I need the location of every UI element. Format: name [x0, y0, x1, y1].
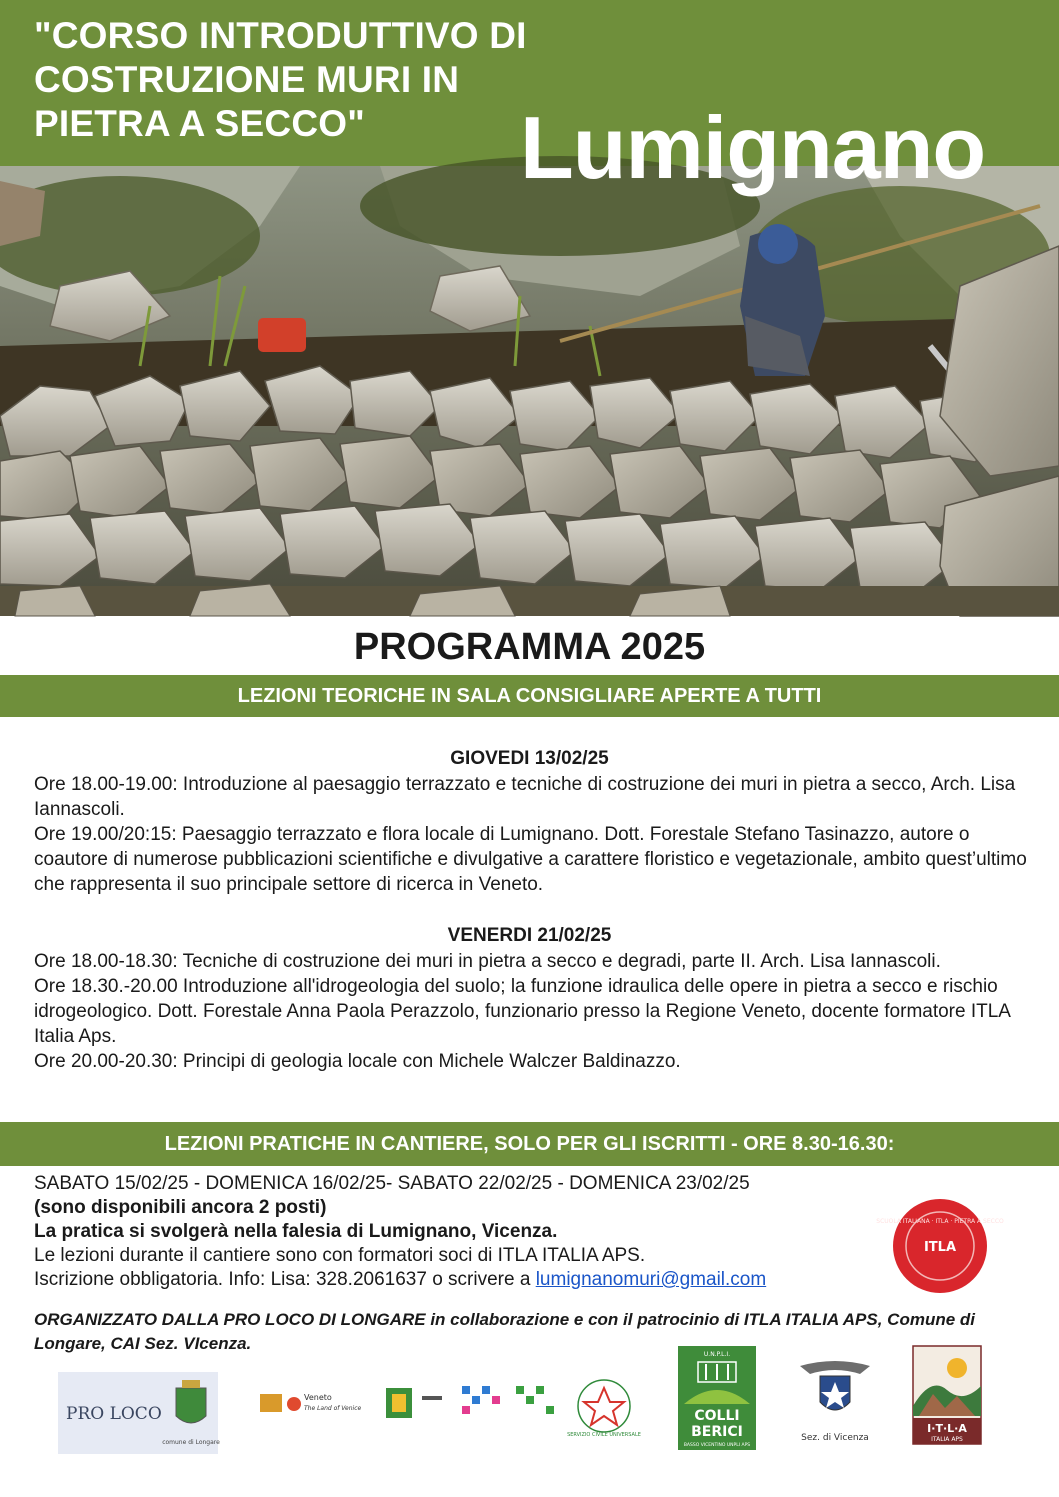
svg-text:The Land of Venice: The Land of Venice	[304, 1405, 362, 1412]
svg-text:BASSO VICENTINO UNPLI APS: BASSO VICENTINO UNPLI APS	[683, 1443, 751, 1448]
schedule-line: Ore 20.00-20.30: Principi di geologia locale con Michele Walczer Baldinazzo.	[34, 1051, 681, 1072]
svg-text:comune di Longare: comune di Longare	[162, 1439, 220, 1446]
svg-text:ITLA: ITLA	[923, 1240, 957, 1255]
theory-lessons-band: LEZIONI TEORICHE IN SALA CONSIGLIARE APERTE A TUTTI	[0, 675, 1059, 717]
thursday-schedule	[34, 772, 1034, 897]
friday-schedule	[34, 949, 1034, 1074]
practice-location: La pratica si svolgerà nella falesia di Lumignano, Vicenza.	[34, 1221, 558, 1242]
trainers-note: Le lezioni durante il cantiere sono con formatori soci di ITLA ITALIA APS.	[34, 1245, 646, 1266]
seats-available: (sono disponibili ancora 2 posti)	[34, 1197, 327, 1218]
sponsor-logos-strip	[258, 1374, 641, 1438]
svg-text:BERICI: BERICI	[691, 1424, 743, 1440]
svg-text:ITALIA APS: ITALIA APS	[931, 1436, 963, 1443]
signup-info: Iscrizione obbligatoria. Info: Lisa: 328.2061637 o scrivere a lumignanomuri@gmail.com	[34, 1269, 767, 1290]
course-title: "CORSO INTRODUTTIVO DI COSTRUZIONE MURI IN PIETRA A SECCO"	[34, 15, 527, 144]
itla-italia-logo	[913, 1346, 981, 1444]
svg-text:Sez. di Vicenza: Sez. di Vicenza	[801, 1433, 869, 1443]
practice-lessons-band: LEZIONI PRATICHE IN CANTIERE, SOLO PER GLI ISCRITTI - ORE 8.30-16.30:	[0, 1122, 1059, 1166]
program-title: PROGRAMMA 2025	[353, 626, 706, 668]
town-title: Lumignano	[520, 98, 986, 197]
svg-text:Veneto: Veneto	[304, 1393, 332, 1402]
schedule-line: Ore 18.00-19.00: Introduzione al paesaggio terrazzato e tecniche di costruzione dei muri in pietra a secco, Arch. Lisa Iannascoli.	[34, 774, 1016, 820]
practice-details	[34, 1172, 914, 1292]
day-heading-thursday: GIOVEDI 13/02/25	[450, 748, 609, 769]
badge-label: SCUOLA ITALIANA · ITLA · PIETRA A SECCO	[876, 1218, 1004, 1225]
schedule-line: Ore 18.00-18.30: Tecniche di costruzione dei muri in pietra a secco e degradi, parte II. Arch. Lisa Iannascoli.	[34, 951, 941, 972]
cai-vicenza-logo	[790, 1352, 880, 1444]
svg-text:U.N.P.L.I.: U.N.P.L.I.	[703, 1351, 731, 1358]
organizer-note: ORGANIZZATO DALLA PRO LOCO DI LONGARE in collaborazione e con il patrocinio di ITLA ITALIA APS, Comune di Longare, CAI Sez. VIcenza.	[34, 1310, 975, 1353]
svg-text:PRO LOCO: PRO LOCO	[66, 1404, 162, 1424]
practice-dates: SABATO 15/02/25 - DOMENICA 16/02/25- SABATO 22/02/25 - DOMENICA 23/02/25	[34, 1173, 750, 1194]
itla-school-badge	[876, 1198, 1004, 1294]
svg-text:I·T·L·A: I·T·L·A	[927, 1422, 967, 1435]
svg-text:COLLI: COLLI	[694, 1408, 740, 1424]
dry-stone-wall-photo	[0, 166, 1059, 616]
email-link[interactable]: lumignanomuri@gmail.com	[535, 1269, 767, 1290]
pro-loco-logo	[58, 1372, 218, 1454]
schedule-line: Ore 18.30.-20.00 Introduzione all'idrogeologia del suolo; la funzione idraulica delle opere in pietra a secco e rischio idrogeologico. Dott. Forestale Anna Paola Perazzolo, funzionario presso la Regione Veneto, docente formatore ITLA Italia Aps.	[34, 976, 1010, 1047]
svg-text:SERVIZIO CIVILE UNIVERSALE: SERVIZIO CIVILE UNIVERSALE	[567, 1432, 641, 1438]
day-heading-friday: VENERDI 21/02/25	[447, 925, 612, 946]
schedule-line: Ore 19.00/20:15: Paesaggio terrazzato e flora locale di Lumignano. Dott. Forestale Stefano Tasinazzo, autore o coautore di numerose pubblicazioni scientifiche e divulgative a carattere floristico e vegetazionale, ambito quest’ultimo che rappresenta il suo principale settore di ricerca in Veneto.	[34, 824, 1027, 895]
colli-berici-logo	[678, 1346, 756, 1450]
